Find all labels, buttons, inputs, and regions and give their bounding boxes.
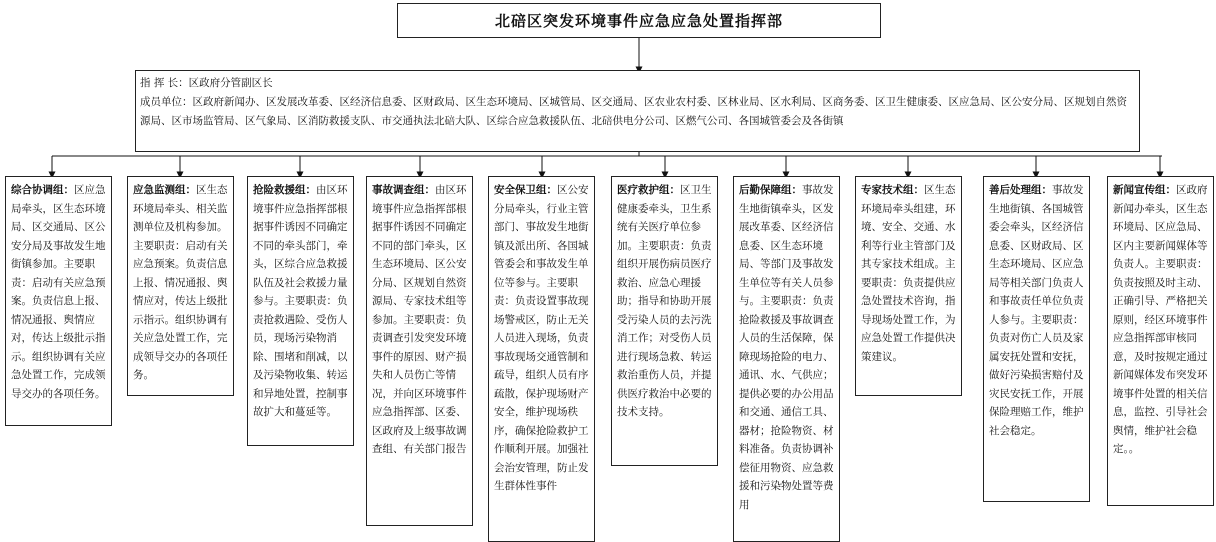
group-name: 善后处理组：	[989, 184, 1052, 196]
group-name: 综合协调组：	[11, 184, 74, 196]
group-box-logistics	[733, 176, 840, 542]
group-name: 抢险救援组：	[253, 184, 316, 196]
command-headquarters-title: 北碚区突发环境事件应急应急处置指挥部	[397, 3, 881, 38]
group-box-expert	[855, 176, 962, 396]
group-name: 安全保卫组：	[494, 184, 557, 196]
group-description: 事故发生地街镇、各国城管委会牵头，区经济信息委、区财政局、区生态环境局、区应急局等相关部门负责人和事故责任单位负责人参与。主要职责：负责对伤亡人员及家属安抚处置和安抚，做好污染损害赔付及灾民安抚工作，开展保险理赔工作，维护社会稳定。	[989, 184, 1084, 437]
group-description: 事故发生地街镇牵头，区发展改革委、区经济信息委、区生态环境局、等部门及事故发生单位等有关人员参与。主要职责：负责抢险救援及事故调查人员的生活保障，保障现场抢险的电力、通讯、水、气供应；提供必要的办公用品和交通、通信工具、器材；抢险物资、材料准备。负责协调补偿征用物资、应急救援和污染物处置等费用	[739, 184, 834, 511]
group-box-coordination	[5, 176, 112, 426]
group-name: 后勤保障组：	[739, 184, 802, 196]
group-box-security	[488, 176, 595, 542]
group-name: 专家技术组：	[861, 184, 924, 196]
group-name: 新闻宣传组：	[1113, 184, 1176, 196]
group-description: 由区环境事件应急指挥部根据事件诱因不同确定不同的部门牵头，区生态环境局、区公安分局、区规划自然资源局、专家技术组等参加。主要职责：负责调查引发突发环境事件的原因、财产损失和人员伤亡等情况，并向区环境事件应急指挥部、区委、区政府及上级事故调查组、有关部门报告	[372, 184, 467, 455]
group-name: 应急监测组：	[133, 184, 196, 196]
group-box-publicity	[1107, 176, 1214, 506]
group-description: 区应急局牵头，区生态环境局、区交通局、区公安分局及事故发生地街镇参加。主要职责：启动有关应急预案。负责信息上报、情况通报、舆情应对，传达上级批示指示。组织协调有关应急处置工作，完成领导交办的各项任务。	[11, 184, 106, 400]
member-units-line: 成员单位：区政府新闻办、区发展改革委、区经济信息委、区财政局、区生态环境局、区城管局、区交通局、区农业农村委、区林业局、区水利局、区商务委、区卫生健康委、区应急局、区公安分局、区规划自然资源局、区市场监管局、区气象局、区消防救援支队、市交通执法北碚大队、区综合应急救援队伍、北碚供电分公司、区燃气公司、各国城管委会及各街镇	[140, 96, 1127, 127]
group-description: 区生态环境局牵头、相关监测单位及机构参加。主要职责：启动有关应急预案。负责信息上报、情况通报、舆情应对，传达上级批示指示。组织协调有关应急处置工作，完成领导交办的各项任务。	[133, 184, 228, 381]
group-box-rescue	[247, 176, 354, 446]
group-box-investigation	[366, 176, 473, 526]
group-description: 区卫生健康委牵头，卫生系统有关医疗单位参加。主要职责：负责组织开展伤病员医疗救治、应急心理援助；指导和协助开展受污染人员的去污洗消工作；对受伤人员进行现场急救、转运救治重伤人员，并提供医疗救治中必要的技术支持。	[617, 184, 712, 418]
group-box-medical	[611, 176, 718, 466]
group-name: 事故调查组：	[372, 184, 435, 196]
group-name: 医疗救护组：	[617, 184, 680, 196]
group-description: 区政府新闻办牵头，区生态环境局、区应急局、区内主要新闻媒体等负责人。主要职责：负责按照及时主动、正确引导、严格把关原则，经区环境事件应急指挥部审核同意，及时按规定通过新闻媒体发布突发环境事件处置的相关信息，监控、引导社会舆情，维护社会稳定。。	[1113, 184, 1208, 455]
group-description: 由区环境事件应急指挥部根据事件诱因不同确定不同的牵头部门，牵头，区综合应急救援队伍及社会救援力量参与。主要职责：负责抢救遇险、受伤人员，现场污染物消除、围堵和削减，以及污染物收集、转运和异地处置，控制事故扩大和蔓延等。	[253, 184, 348, 418]
commander-line: 指 挥 长：区政府分管副区长	[140, 77, 273, 89]
group-box-aftermath	[983, 176, 1090, 502]
command-structure-box	[135, 70, 1140, 152]
group-box-monitoring	[127, 176, 234, 396]
group-description: 区生态环境局牵头组建，环境、安全、交通、水利等行业主管部门及其专家技术组成。主要职责：负责提供应急处置技术咨询，指导现场处置工作，为应急处置工作提供决策建议。	[861, 184, 956, 363]
group-description: 区公安分局牵头，行业主管部门、事故发生地街镇及派出所、各国城管委会和事故发生单位等参与。主要职责：负责设置事故现场警戒区，防止无关人员进入现场，负责事故现场交通管制和疏导，组织人员有序疏散，保护现场财产安全，维护现场秩序，确保抢险救护工作顺利开展。加强社会治安管理，防止发生群体性事件	[494, 184, 589, 492]
